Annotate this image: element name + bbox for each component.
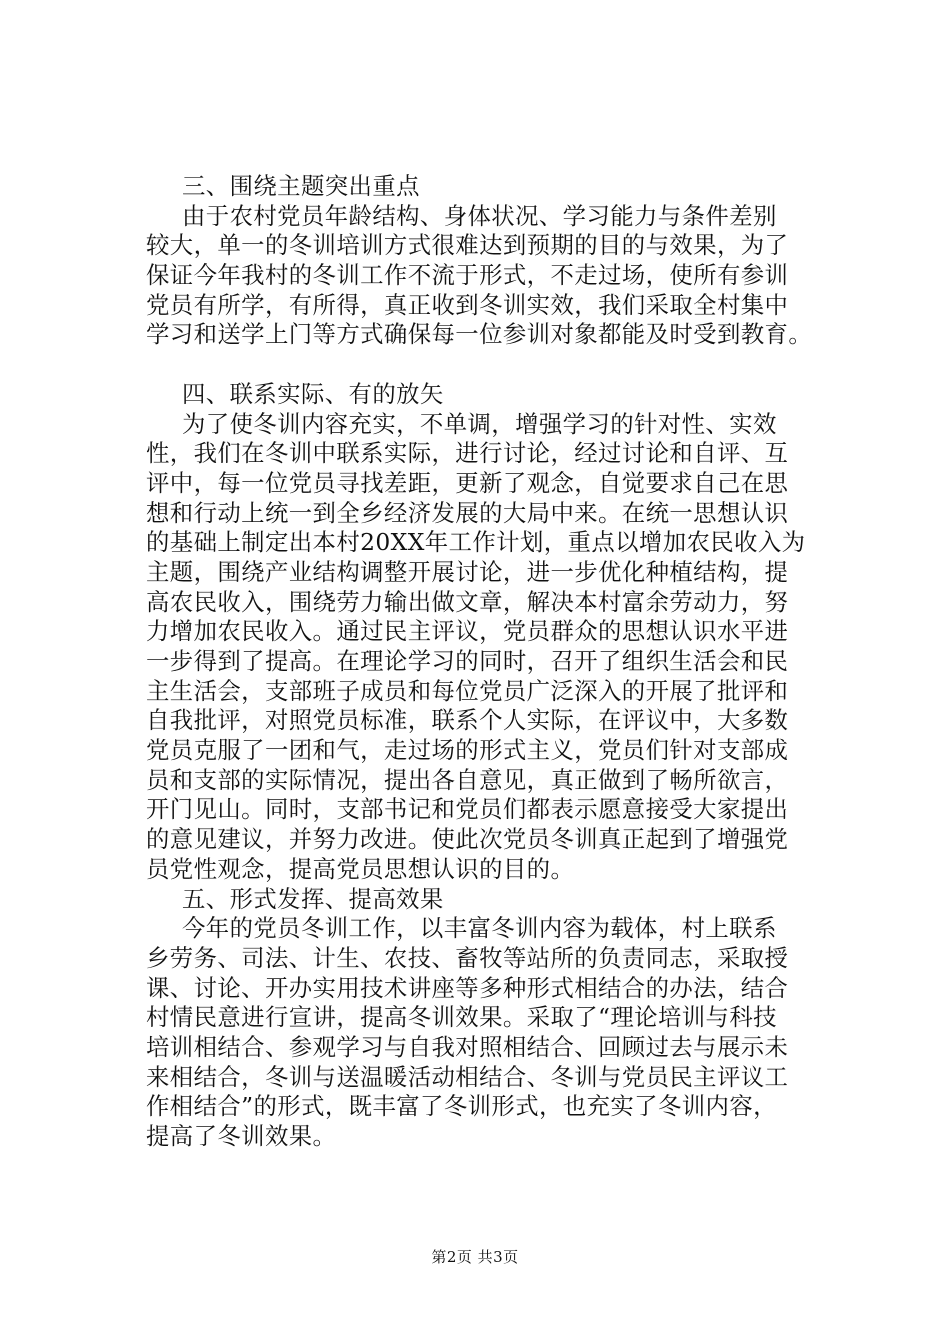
paragraph-line: 党员克服了一团和气，走过场的形式主义，党员们针对支部成 [146, 736, 789, 765]
paragraph-line: 乡劳务、司法、计生、农技、畜牧等站所的负责同志，采取授 [146, 943, 789, 972]
paragraph-line: 主题，围绕产业结构调整开展讨论，进一步优化种植结构，提 [146, 557, 789, 586]
section-heading-4: 四、联系实际、有的放矢 [182, 379, 444, 408]
paragraph-line: 自我批评，对照党员标准，联系个人实际，在评议中，大多数 [146, 706, 789, 735]
paragraph-line: 今年的党员冬训工作，以丰富冬训内容为载体，村上联系 [182, 914, 777, 943]
paragraph-line: 评中，每一位党员寻找差距，更新了观念，自觉要求自己在思 [146, 468, 789, 497]
paragraph-line: 提高了冬训效果。 [146, 1122, 337, 1150]
paragraph-line: 力增加农民收入。通过民主评议，党员群众的思想认识水平进 [146, 617, 789, 646]
paragraph-line: 的意见建议，并努力改进。使此次党员冬训真正起到了增强党 [146, 825, 789, 854]
section-heading-5: 五、形式发挥、提高效果 [182, 884, 444, 913]
section-heading-3: 三、围绕主题突出重点 [182, 172, 420, 200]
paragraph-line: 来相结合，冬训与送温暖活动相结合、冬训与党员民主评议工 [146, 1062, 789, 1091]
paragraph-line: 开门见山。同时，支部书记和党员们都表示愿意接受大家提出 [146, 795, 789, 824]
document-body [146, 172, 836, 1152]
page-number-footer: 第2页 共3页 [431, 1248, 519, 1266]
paragraph-line: 学习和送学上门等方式确保每一位参训对象都能及时受到教育。 [146, 320, 813, 349]
paragraph-line: 较大，单一的冬训培训方式很难达到预期的目的与效果，为了 [146, 231, 789, 260]
paragraph-line: 的基础上制定出本村20XX年工作计划，重点以增加农民收入为 [146, 528, 806, 557]
paragraph-line: 高农民收入，围绕劳力输出做文章，解决本村富余劳动力，努 [146, 587, 789, 616]
paragraph-line: 想和行动上统一到全乡经济发展的大局中来。在统一思想认识 [146, 498, 789, 527]
paragraph-line: 保证今年我村的冬训工作不流于形式，不走过场，使所有参训 [146, 261, 789, 290]
paragraph-line: 一步得到了提高。在理论学习的同时，召开了组织生活会和民 [146, 647, 789, 675]
paragraph-line: 村情民意进行宣讲，提高冬训效果。采取了“理论培训与科技 [146, 1003, 777, 1032]
paragraph-line: 课、讨论、开办实用技术讲座等多种形式相结合的办法，结合 [146, 973, 789, 1002]
paragraph-line: 主生活会，支部班子成员和每位党员广泛深入的开展了批评和 [146, 676, 789, 705]
paragraph-line: 党员有所学，有所得，真正收到冬训实效，我们采取全村集中 [146, 290, 789, 319]
paragraph-line: 员党性观念，提高党员思想认识的目的。 [146, 854, 575, 883]
paragraph-line: 由于农村党员年龄结构、身体状况、学习能力与条件差别 [182, 201, 777, 230]
paragraph-gap [146, 350, 836, 380]
paragraph-line: 性，我们在冬训中联系实际，进行讨论，经过讨论和自评、互 [146, 439, 789, 468]
paragraph-line: 培训相结合、参观学习与自我对照相结合、回顾过去与展示未 [146, 1032, 789, 1061]
paragraph-line: 作相结合”的形式，既丰富了冬训形式，也充实了冬训内容， [146, 1092, 777, 1121]
paragraph-line: 员和支部的实际情况，提出各自意见，真正做到了畅所欲言， [146, 765, 789, 794]
paragraph-line: 为了使冬训内容充实，不单调，增强学习的针对性、实效 [182, 409, 777, 438]
